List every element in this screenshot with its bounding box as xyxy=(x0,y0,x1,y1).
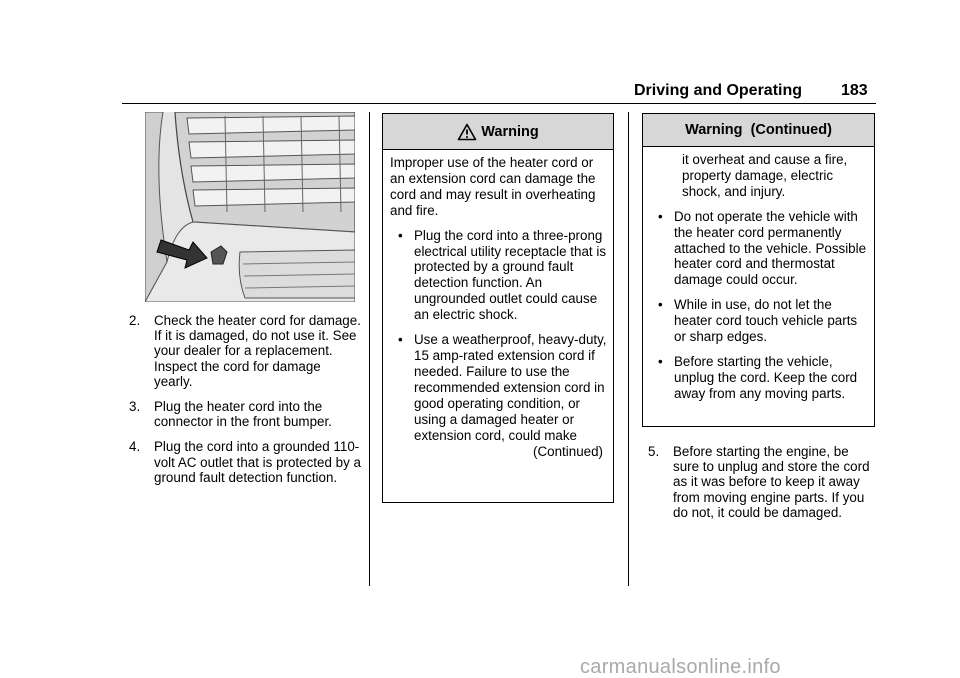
step-number: 4. xyxy=(129,439,141,455)
step-number: 5. xyxy=(648,444,660,459)
steps-list-right xyxy=(648,444,876,530)
list-item xyxy=(390,332,607,443)
bullet-mark: • xyxy=(658,297,663,313)
step-text: Before starting the engine, be sure to unplug and store the cord as it was before to keep it away from moving engine parts. If you do not, it could be damaged. xyxy=(673,444,870,520)
warning-carry-over: it overheat and cause a fire, property damage, electric shock, and injury. xyxy=(682,152,848,199)
step-text: Check the heater cord for damage. If it is damaged, do not use it. See your dealer for a replacement. Inspect the cord for damage yearly. xyxy=(154,313,361,389)
bullet-text: Use a weatherproof, heavy-duty, 15 amp-rated extension cord if needed. Failure to use the recommended extension cord in good operating condition, or using a damaged heater or extension cord, could make xyxy=(414,332,607,443)
section-title: Driving and Operating xyxy=(634,82,803,99)
watermark: carmanualsonline.info xyxy=(580,656,781,678)
list-item xyxy=(648,444,876,520)
warning-title: Warning xyxy=(481,123,539,140)
warning-header xyxy=(383,114,613,150)
steps-list-left xyxy=(129,313,361,495)
bullet-text: While in use, do not let the heater cord touch vehicle parts or sharp edges. xyxy=(674,297,858,345)
bullet-mark: • xyxy=(658,208,663,224)
warning-body xyxy=(383,150,613,460)
step-number: 2. xyxy=(129,313,141,328)
list-item xyxy=(129,313,361,389)
warning-triangle-icon xyxy=(457,123,477,141)
warning-continued-body xyxy=(643,147,874,402)
bumper-illustration xyxy=(145,112,355,302)
page-number: 183 xyxy=(841,82,868,99)
bullet-text: Do not operate the vehicle with the heater cord permanently attached to the vehicle. Possible heater cord and thermostat damage could occur. xyxy=(674,208,867,288)
list-item xyxy=(650,209,868,289)
bullet-mark: • xyxy=(398,332,403,348)
warning-continued-box xyxy=(642,113,875,427)
column-divider-right xyxy=(628,112,629,586)
warning-continued-title: Warning (Continued) xyxy=(685,122,832,138)
step-text: Plug the heater cord into the connector in the front bumper. xyxy=(154,399,332,430)
warning-continued-header xyxy=(643,114,874,147)
step-number: 3. xyxy=(129,399,141,415)
warning-box xyxy=(382,113,614,503)
list-item xyxy=(129,439,361,485)
warning-intro: Improper use of the heater cord or an extension cord can damage the cord and may result in overheating and fire. xyxy=(390,155,596,218)
header-rule xyxy=(122,103,876,104)
continued-label: (Continued) xyxy=(533,444,603,460)
column-divider-left xyxy=(369,112,370,586)
step-text: Plug the cord into a grounded 110-volt AC outlet that is protected by a ground fault detection function. xyxy=(154,439,361,485)
list-item xyxy=(650,297,868,345)
bullet-text: Before starting the vehicle, unplug the cord. Keep the cord away from any moving parts. xyxy=(674,353,858,401)
list-item xyxy=(650,354,868,402)
list-item xyxy=(390,228,607,323)
bullet-text: Plug the cord into a three-prong electrical utility receptacle that is protected by a ground fault detection function. An ungrounded outlet could cause an electric shock. xyxy=(414,227,607,323)
bullet-mark: • xyxy=(398,227,403,243)
list-item xyxy=(129,399,361,429)
bullet-mark: • xyxy=(658,353,663,369)
